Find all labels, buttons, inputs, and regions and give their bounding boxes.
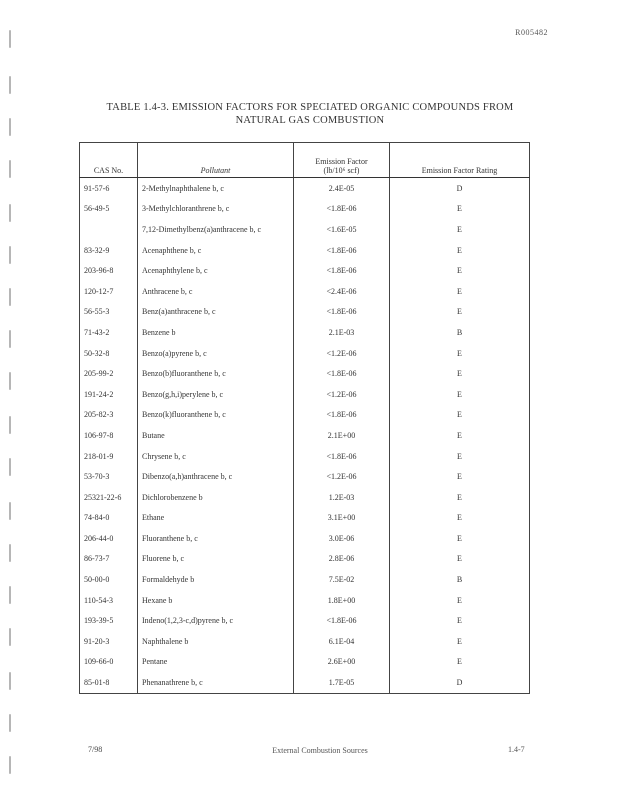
cell-emission-factor: <1.2E-06	[294, 343, 390, 364]
cell-rating: E	[390, 199, 530, 220]
cell-cas: 205-82-3	[80, 405, 138, 426]
document-id: R005482	[515, 28, 548, 37]
cell-rating: B	[390, 569, 530, 590]
cell-emission-factor: 2.1E-03	[294, 322, 390, 343]
cell-cas: 83-32-9	[80, 240, 138, 261]
cell-pollutant: Butane	[138, 425, 294, 446]
cell-pollutant: Anthracene b, c	[138, 281, 294, 302]
table-row	[80, 528, 530, 549]
cell-cas: 71-43-2	[80, 322, 138, 343]
cell-emission-factor: <1.6E-05	[294, 219, 390, 240]
table-row	[80, 302, 530, 323]
cell-emission-factor: <1.8E-06	[294, 405, 390, 426]
table-title-line1: TABLE 1.4-3. EMISSION FACTORS FOR SPECIATED ORGANIC COMPOUNDS FROM	[106, 102, 514, 113]
table-row	[80, 487, 530, 508]
cell-rating: E	[390, 343, 530, 364]
table-row	[80, 384, 530, 405]
cell-emission-factor: 2.8E-06	[294, 549, 390, 570]
header-pollutant: Pollutant	[138, 143, 294, 178]
cell-emission-factor: <1.8E-06	[294, 610, 390, 631]
cell-emission-factor: 1.8E+00	[294, 590, 390, 611]
cell-pollutant: Fluoranthene b, c	[138, 528, 294, 549]
cell-rating: E	[390, 219, 530, 240]
footer-page-number: 1.4-7	[508, 745, 525, 754]
cell-pollutant: 3-Methylchloranthrene b, c	[138, 199, 294, 220]
cell-rating: D	[390, 672, 530, 693]
table-row	[80, 260, 530, 281]
footer-section-title: External Combustion Sources	[272, 746, 368, 755]
cell-cas: 205-99-2	[80, 363, 138, 384]
table-row	[80, 446, 530, 467]
cell-emission-factor: <1.8E-06	[294, 446, 390, 467]
cell-pollutant: Ethane	[138, 508, 294, 529]
cell-rating: D	[390, 178, 530, 199]
cell-emission-factor: <1.8E-06	[294, 240, 390, 261]
cell-cas: 74-84-0	[80, 508, 138, 529]
cell-cas: 85-01-8	[80, 672, 138, 693]
binding-margin-marks	[6, 20, 20, 790]
cell-cas: 106-97-8	[80, 425, 138, 446]
cell-emission-factor: 3.0E-06	[294, 528, 390, 549]
cell-emission-factor: <1.2E-06	[294, 466, 390, 487]
cell-pollutant: Chrysene b, c	[138, 446, 294, 467]
table-row	[80, 672, 530, 693]
cell-rating: B	[390, 322, 530, 343]
cell-emission-factor: 3.1E+00	[294, 508, 390, 529]
cell-rating: E	[390, 384, 530, 405]
header-factor-line1: Emission Factor	[315, 157, 368, 166]
cell-pollutant: Phenanathrene b, c	[138, 672, 294, 693]
table-row	[80, 610, 530, 631]
table-title-line2: NATURAL GAS COMBUSTION	[235, 115, 385, 126]
cell-cas: 191-24-2	[80, 384, 138, 405]
cell-rating: E	[390, 446, 530, 467]
table-row	[80, 466, 530, 487]
cell-pollutant: Hexane b	[138, 590, 294, 611]
cell-emission-factor: 7.5E-02	[294, 569, 390, 590]
cell-cas: 206-44-0	[80, 528, 138, 549]
table-title	[100, 101, 520, 127]
cell-rating: E	[390, 281, 530, 302]
cell-pollutant: Naphthalene b	[138, 631, 294, 652]
cell-pollutant: Dichlorobenzene b	[138, 487, 294, 508]
cell-rating: E	[390, 528, 530, 549]
cell-emission-factor: 1.7E-05	[294, 672, 390, 693]
cell-pollutant: Benzene b	[138, 322, 294, 343]
table-row	[80, 631, 530, 652]
cell-rating: E	[390, 405, 530, 426]
cell-cas: 218-01-9	[80, 446, 138, 467]
cell-pollutant: Fluorene b, c	[138, 549, 294, 570]
cell-pollutant: Pentane	[138, 652, 294, 673]
cell-cas: 193-39-5	[80, 610, 138, 631]
table-row	[80, 240, 530, 261]
cell-rating: E	[390, 425, 530, 446]
cell-cas: 109-66-0	[80, 652, 138, 673]
table-row	[80, 590, 530, 611]
cell-rating: E	[390, 590, 530, 611]
cell-cas: 56-49-5	[80, 199, 138, 220]
cell-emission-factor: 2.1E+00	[294, 425, 390, 446]
cell-cas: 50-00-0	[80, 569, 138, 590]
cell-emission-factor: <1.8E-06	[294, 302, 390, 323]
table-row	[80, 219, 530, 240]
header-rating: Emission Factor Rating	[390, 143, 530, 178]
cell-pollutant: Formaldehyde b	[138, 569, 294, 590]
cell-rating: E	[390, 302, 530, 323]
cell-rating: E	[390, 240, 530, 261]
cell-cas: 120-12-7	[80, 281, 138, 302]
cell-pollutant: Acenaphthene b, c	[138, 240, 294, 261]
cell-cas: 86-73-7	[80, 549, 138, 570]
table-row	[80, 178, 530, 199]
cell-rating: E	[390, 466, 530, 487]
cell-cas: 91-57-6	[80, 178, 138, 199]
header-emission-factor	[294, 143, 390, 178]
cell-rating: E	[390, 508, 530, 529]
cell-cas: 110-54-3	[80, 590, 138, 611]
cell-pollutant: 2-Methylnaphthalene b, c	[138, 178, 294, 199]
table-row	[80, 508, 530, 529]
table-header-row	[80, 143, 530, 178]
cell-emission-factor: 2.6E+00	[294, 652, 390, 673]
cell-rating: E	[390, 610, 530, 631]
table-row	[80, 425, 530, 446]
cell-pollutant: Benzo(a)pyrene b, c	[138, 343, 294, 364]
footer-date: 7/98	[88, 745, 103, 754]
cell-emission-factor: <1.8E-06	[294, 363, 390, 384]
cell-rating: E	[390, 363, 530, 384]
table-row	[80, 549, 530, 570]
cell-emission-factor: <1.8E-06	[294, 260, 390, 281]
cell-pollutant: Benz(a)anthracene b, c	[138, 302, 294, 323]
cell-emission-factor: 1.2E-03	[294, 487, 390, 508]
cell-cas: 53-70-3	[80, 466, 138, 487]
cell-rating: E	[390, 260, 530, 281]
cell-pollutant: Dibenzo(a,h)anthracene b, c	[138, 466, 294, 487]
table-row	[80, 281, 530, 302]
table-row	[80, 322, 530, 343]
cell-rating: E	[390, 549, 530, 570]
cell-pollutant: Acenaphthylene b, c	[138, 260, 294, 281]
cell-rating: E	[390, 631, 530, 652]
cell-emission-factor: 2.4E-05	[294, 178, 390, 199]
cell-pollutant: Benzo(k)fluoranthene b, c	[138, 405, 294, 426]
cell-rating: E	[390, 487, 530, 508]
table-row	[80, 343, 530, 364]
cell-emission-factor: <1.2E-06	[294, 384, 390, 405]
cell-cas: 203-96-8	[80, 260, 138, 281]
cell-pollutant: Indeno(1,2,3-c,d)pyrene b, c	[138, 610, 294, 631]
header-cas: CAS No.	[80, 143, 138, 178]
cell-cas: 25321-22-6	[80, 487, 138, 508]
cell-emission-factor: <2.4E-06	[294, 281, 390, 302]
cell-pollutant: 7,12-Dimethylbenz(a)anthracene b, c	[138, 219, 294, 240]
cell-pollutant: Benzo(b)fluoranthene b, c	[138, 363, 294, 384]
cell-emission-factor: 6.1E-04	[294, 631, 390, 652]
cell-pollutant: Benzo(g,h,i)perylene b, c	[138, 384, 294, 405]
table-row	[80, 569, 530, 590]
cell-cas: 50-32-8	[80, 343, 138, 364]
cell-cas: 56-55-3	[80, 302, 138, 323]
table-row	[80, 199, 530, 220]
cell-emission-factor: <1.8E-06	[294, 199, 390, 220]
table-row	[80, 652, 530, 673]
table-row	[80, 405, 530, 426]
header-factor-line2: (lb/10⁶ scf)	[323, 166, 360, 175]
emission-factor-table	[79, 142, 530, 694]
table-row	[80, 363, 530, 384]
cell-cas	[80, 219, 138, 240]
cell-cas: 91-20-3	[80, 631, 138, 652]
cell-rating: E	[390, 652, 530, 673]
